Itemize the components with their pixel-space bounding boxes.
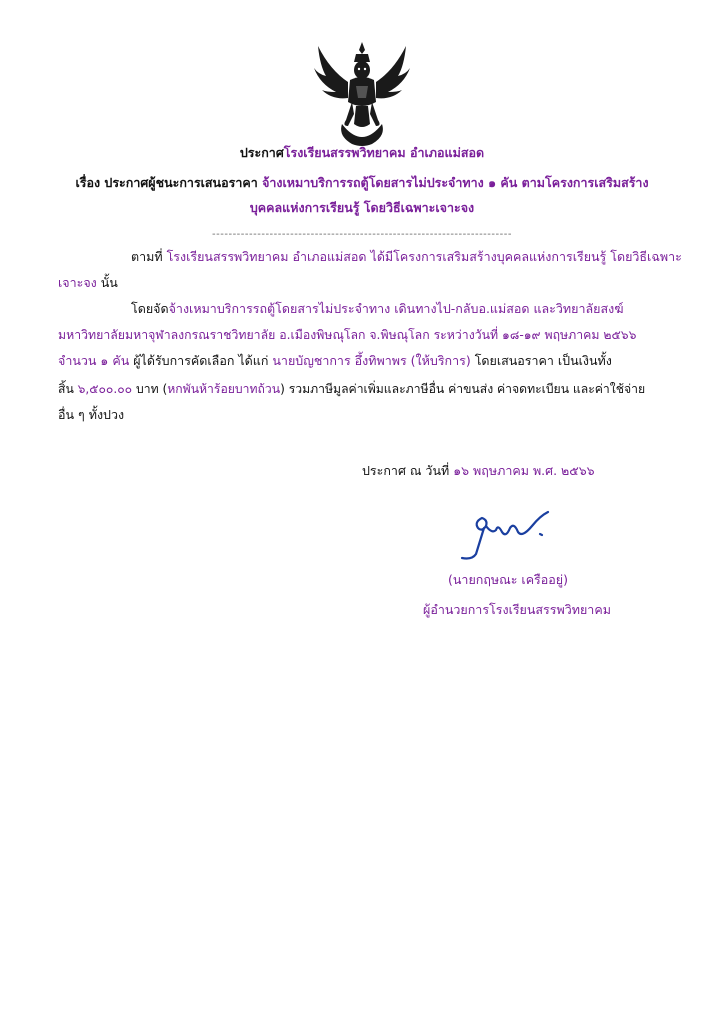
paragraph-2-line-5: อื่น ๆ ทั้งปวง xyxy=(58,407,125,422)
signatory-name: (นายกฤษณะ เครืออยู่) xyxy=(448,572,568,587)
announce-date: ประกาศ ณ วันที่ ๑๖ พฤษภาคม พ.ศ. ๒๕๖๖ xyxy=(362,463,595,478)
handwritten-signature-icon xyxy=(452,508,556,566)
garuda-emblem-icon xyxy=(312,40,412,150)
announcement-subject: เรื่อง ประกาศผู้ชนะการเสนอราคา จ้างเหมาบริการรถตู้โดยสารไม่ประจำทาง ๑ คัน ตามโครงการเสริมสร้าง xyxy=(75,175,649,190)
paragraph-2-line-2: มหาวิทยาลัยมหาจุฬาลงกรณราชวิทยาลัย อ.เมืองพิษณุโลก จ.พิษณุโลก ระหว่างวันที่ ๑๘-๑๙ พฤษภาคม ๒๕๖๖ xyxy=(58,328,637,342)
paragraph-2-line-4: สิ้น ๖,๕๐๐.๐๐ บาท (หกพันห้าร้อยบาทถ้วน) รวมภาษีมูลค่าเพิ่มและภาษีอื่น ค่าขนส่ง ค่าจดทะเบียน และค่าใช้จ่าย xyxy=(58,382,646,396)
announcement-title: ประกาศโรงเรียนสรรพวิทยาคม อำเภอแม่สอด xyxy=(239,145,485,160)
paragraph-2-line-1: โดยจัดจ้างเหมาบริการรถตู้โดยสารไม่ประจำทาง เดินทางไป-กลับอ.แม่สอด และวิทยาลัยสงฆ์ xyxy=(131,301,624,316)
announcement-subject-cont: บุคคลแห่งการเรียนรู้ โดยวิธีเฉพาะเจาะจง xyxy=(249,200,475,215)
paragraph-1-line-2: เจาะจง นั้น xyxy=(58,275,118,290)
paragraph-2-line-3: จำนวน ๑ คัน ผู้ได้รับการคัดเลือก ได้แก่ นายบัญชาการ อึ้งทิพาพร (ให้บริการ) โดยเสนอราคา เป็นเงินทั้ง xyxy=(58,353,612,368)
paragraph-1-line-1: ตามที่ โรงเรียนสรรพวิทยาคม อำเภอแม่สอด ได้มีโครงการเสริมสร้างบุคคลแห่งการเรียนรู้ โดยวิธีเฉพาะ xyxy=(131,249,682,264)
separator-line: ------------------------------------------------------------------------- xyxy=(212,229,512,240)
signatory-position: ผู้อำนวยการโรงเรียนสรรพวิทยาคม xyxy=(423,602,611,617)
